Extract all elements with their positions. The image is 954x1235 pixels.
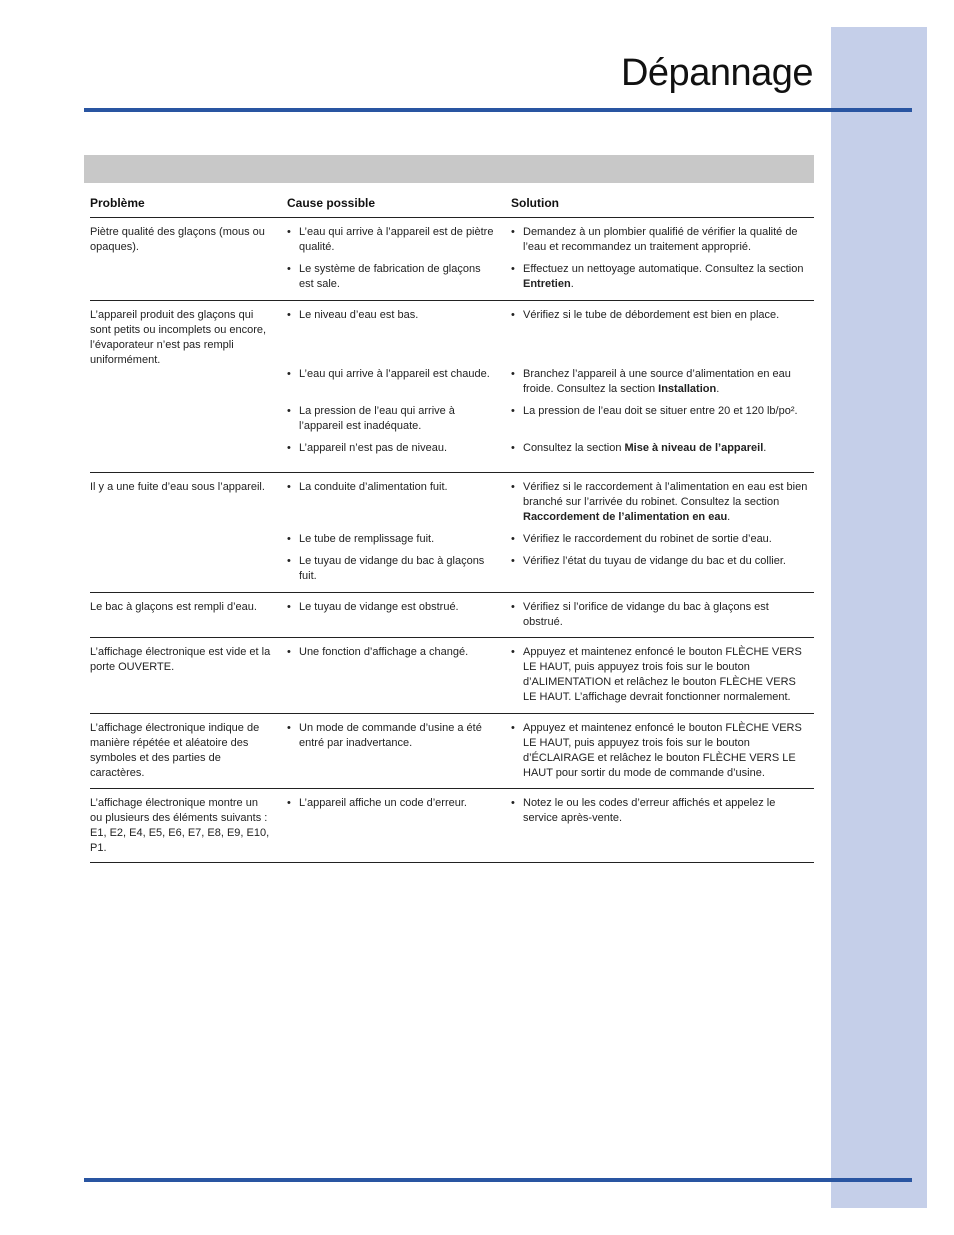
bullet: • <box>287 405 291 417</box>
cause-text: L’appareil affiche un code d’erreur. <box>299 797 467 809</box>
bullet: • <box>511 481 515 493</box>
cause-solution-pair <box>287 262 814 292</box>
cause-text: Le niveau d’eau est bas. <box>299 309 419 321</box>
solution-cell <box>511 554 814 584</box>
solution-end: . <box>763 442 767 454</box>
cause-cell <box>287 532 511 547</box>
bullet: • <box>511 555 515 567</box>
solution-text <box>523 225 808 255</box>
solution-cell <box>511 600 814 630</box>
cause-cell <box>287 404 511 434</box>
cause-text: Le tube de remplissage fuit. <box>299 533 435 545</box>
solution-text <box>523 532 772 547</box>
problem-text: Le bac à glaçons est rempli d’eau. <box>90 601 257 613</box>
cause-text: Le tuyau de vidange est obstrué. <box>299 601 459 613</box>
solution-end: . <box>716 383 720 395</box>
solution-main: Vérifiez si le raccordement à l’alimentation en eau est bien branché sur l’arrivée du robinet. Consultez la section <box>523 481 808 508</box>
problem-text: Piètre qualité des glaçons (mous ou opaques). <box>90 226 265 253</box>
bottom-rule <box>84 1178 912 1182</box>
problem-text: Il y a une fuite d’eau sous l’appareil. <box>90 481 265 493</box>
cause-cell <box>287 225 511 255</box>
bullet: • <box>511 226 515 238</box>
solution-reference: Installation <box>658 383 717 395</box>
solution-main: Appuyez et maintenez enfoncé le bouton FLÈCHE VERS LE HAUT, puis appuyez trois fois sur le bouton d’ÉCLAIRAGE et relâchez le bouton FLÈCHE VERS LE HAUT pour sortir du mode de commande d’usine. <box>523 722 802 779</box>
solution-cell <box>511 225 814 255</box>
cause-solution-pair <box>287 721 814 781</box>
bullet: • <box>287 368 291 380</box>
problem-text: L’appareil produit des glaçons qui sont petits ou incomplets ou encore, l’évaporateur n’est pas rempli uniformément. <box>90 309 267 366</box>
solution-cell <box>511 441 814 456</box>
cause-cell <box>287 262 511 292</box>
solution-text <box>523 404 798 434</box>
header-problem: Problème <box>90 196 145 210</box>
table-row <box>90 218 814 301</box>
cause-text: La conduite d’alimentation fuit. <box>299 481 448 493</box>
cause-cell <box>287 308 511 323</box>
bullet: • <box>287 797 291 809</box>
solution-cell <box>511 308 814 323</box>
bullet: • <box>511 646 515 658</box>
problem-text: L’affichage électronique montre un ou plusieurs des éléments suivants : E1, E2, E4, E5, E6, E7, E8, E9, E10, P1. <box>90 797 270 854</box>
solution-cell <box>511 480 814 525</box>
cause-cell <box>287 721 511 781</box>
cause-text: L’eau qui arrive à l’appareil est de piètre qualité. <box>299 226 494 253</box>
solution-cell <box>511 367 814 397</box>
solution-main: Effectuez un nettoyage automatique. Consultez la section <box>523 263 804 275</box>
page-title: Dépannage <box>620 52 813 94</box>
cause-solution-pair <box>287 554 814 584</box>
table-row <box>90 638 814 714</box>
table-row <box>90 593 814 638</box>
cause-cell <box>287 645 511 705</box>
bullet: • <box>287 442 291 454</box>
bullet: • <box>287 555 291 567</box>
table-row <box>90 789 814 863</box>
bullet: • <box>511 533 515 545</box>
table-header <box>90 190 814 218</box>
table-title-band <box>84 155 814 183</box>
cause-solution-pair <box>287 645 814 705</box>
cause-solution-pair <box>287 404 814 434</box>
solution-main: Vérifiez l’état du tuyau de vidange du bac et du collier. <box>523 555 786 567</box>
solution-main: La pression de l’eau doit se situer entre 20 et 120 lb/po². <box>523 405 798 417</box>
cause-text: L’appareil n’est pas de niveau. <box>299 442 447 454</box>
solution-main: Consultez la section <box>523 442 625 454</box>
header-solution: Solution <box>511 196 559 210</box>
solution-main: Branchez l’appareil à une source d’alimentation en eau froide. Consultez la section <box>523 368 791 395</box>
bullet: • <box>287 601 291 613</box>
cause-solution-pair <box>287 308 814 323</box>
table-row <box>90 301 814 473</box>
bullet: • <box>511 601 515 613</box>
bullet: • <box>287 263 291 275</box>
solution-end: . <box>570 278 574 290</box>
solution-cell <box>511 532 814 547</box>
solution-text <box>523 308 779 323</box>
solution-reference: Mise à niveau de l’appareil <box>624 442 764 454</box>
cause-text: Une fonction d’affichage a changé. <box>299 646 469 658</box>
cause-cell <box>287 441 511 456</box>
side-tab <box>831 27 927 1208</box>
cause-cell <box>287 367 511 397</box>
solution-end: . <box>727 511 731 523</box>
cause-text: L’eau qui arrive à l’appareil est chaude. <box>299 368 490 380</box>
solution-cell <box>511 262 814 292</box>
cause-text: Le tuyau de vidange du bac à glaçons fuit. <box>299 555 485 582</box>
solution-cell <box>511 796 814 826</box>
cause-text: La pression de l’eau qui arrive à l’appareil est inadéquate. <box>299 405 455 432</box>
solution-cell <box>511 645 814 705</box>
table-body <box>90 218 814 863</box>
solution-text <box>523 367 808 397</box>
troubleshooting-table <box>90 190 814 863</box>
bullet: • <box>511 309 515 321</box>
bullet: • <box>511 722 515 734</box>
cause-cell <box>287 480 511 525</box>
bullet: • <box>511 368 515 380</box>
bullet: • <box>287 533 291 545</box>
solution-main: Notez le ou les codes d’erreur affichés et appelez le service après-vente. <box>523 797 776 824</box>
solution-text <box>523 645 808 705</box>
solution-text <box>523 600 808 630</box>
solution-text <box>523 441 766 456</box>
solution-reference: Entretien <box>523 278 571 290</box>
bullet: • <box>511 797 515 809</box>
solution-main: Vérifiez si le tube de débordement est bien en place. <box>523 309 780 321</box>
cause-solution-pair <box>287 600 814 630</box>
cause-solution-pair <box>287 367 814 397</box>
bullet: • <box>287 309 291 321</box>
bullet: • <box>287 646 291 658</box>
solution-text <box>523 262 808 292</box>
top-rule <box>84 108 912 112</box>
bullet: • <box>511 442 515 454</box>
cause-solution-pair <box>287 225 814 255</box>
solution-main: Vérifiez le raccordement du robinet de sortie d’eau. <box>523 533 772 545</box>
cause-solution-pair <box>287 480 814 525</box>
solution-reference: Raccordement de l’alimentation en eau <box>523 511 728 523</box>
cause-solution-pair <box>287 441 814 456</box>
bullet: • <box>511 405 515 417</box>
cause-cell <box>287 796 511 826</box>
solution-text <box>523 554 786 584</box>
cause-cell <box>287 600 511 630</box>
problem-text: L’affichage électronique indique de manière répétée et aléatoire des symboles et des parties de caractères. <box>90 722 260 779</box>
cause-text: Un mode de commande d’usine a été entré par inadvertance. <box>299 722 482 749</box>
bullet: • <box>287 226 291 238</box>
solution-main: Appuyez et maintenez enfoncé le bouton FLÈCHE VERS LE HAUT, puis appuyez trois fois sur le bouton d’ALIMENTATION et relâchez le bouton FLÈCHE VERS LE HAUT. L’affichage devrait fonctionner normalement. <box>523 646 802 703</box>
table-row <box>90 714 814 789</box>
solution-text <box>523 721 808 781</box>
solution-text <box>523 796 808 826</box>
solution-main: Vérifiez si l’orifice de vidange du bac à glaçons est obstrué. <box>523 601 769 628</box>
bullet: • <box>287 722 291 734</box>
solution-cell <box>511 721 814 781</box>
solution-text <box>523 480 808 525</box>
cause-text: Le système de fabrication de glaçons est sale. <box>299 263 481 290</box>
table-row <box>90 473 814 593</box>
bullet: • <box>287 481 291 493</box>
bullet: • <box>511 263 515 275</box>
header-cause: Cause possible <box>287 196 376 210</box>
cause-solution-pair <box>287 532 814 547</box>
problem-text: L’affichage électronique est vide et la porte OUVERTE. <box>90 646 271 673</box>
solution-main: Demandez à un plombier qualifié de vérifier la qualité de l’eau et recommandez un traitement approprié. <box>523 226 798 253</box>
cause-cell <box>287 554 511 584</box>
solution-cell <box>511 404 814 434</box>
cause-solution-pair <box>287 796 814 826</box>
